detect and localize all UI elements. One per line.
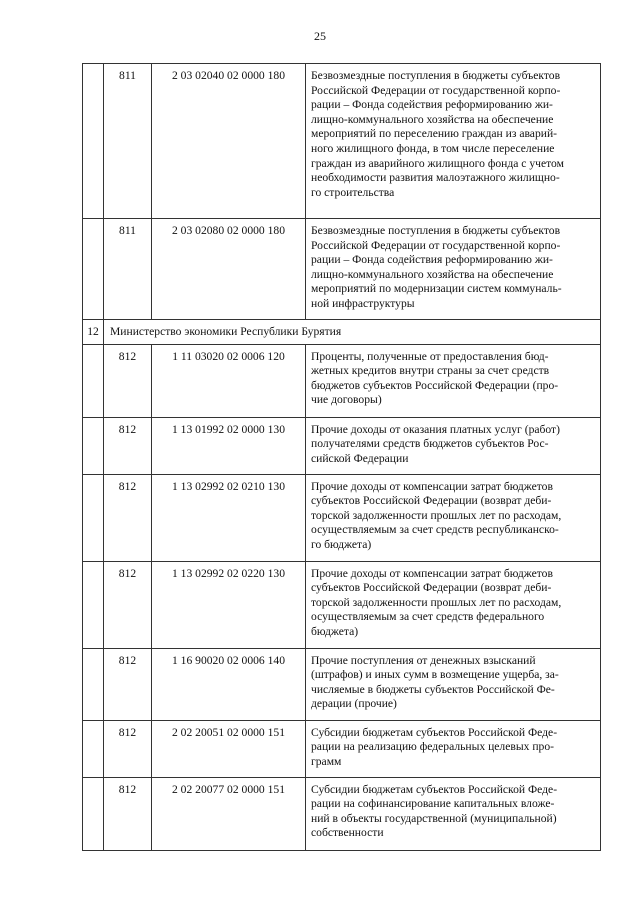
description-line: Прочие доходы от компенсации затрат бюджетов (311, 566, 553, 580)
revenue-codes-table (82, 63, 601, 851)
description-cell (306, 344, 601, 417)
admin-code-cell: 811 (104, 219, 152, 320)
budget-code-cell: 1 13 02992 02 0210 130 (152, 474, 306, 561)
ministry-number: 12 (83, 320, 104, 345)
description-line: бюджетов субъектов Российской Федерации (про- (311, 378, 559, 392)
description-cell (306, 561, 601, 648)
row-number-cell (83, 777, 104, 850)
description-line: Безвозмездные поступления в бюджеты субъектов (311, 69, 561, 82)
description-line: рации на софинансирование капитальных вложе- (311, 797, 555, 811)
description-line: жетных кредитов внутри страны за счет средств (311, 364, 550, 378)
description-line: собственности (311, 826, 384, 840)
description-line: субъектов Российской Федерации (возврат деби- (311, 494, 552, 508)
description-cell (306, 64, 601, 219)
budget-code-cell: 2 03 02080 02 0000 180 (152, 219, 306, 320)
table-row (83, 561, 601, 648)
admin-code-cell: 812 (104, 344, 152, 417)
row-number-cell (83, 417, 104, 474)
table-row (83, 474, 601, 561)
admin-code-cell: 812 (104, 720, 152, 777)
description-line: го бюджета) (311, 537, 372, 551)
description-line: субъектов Российской Федерации (возврат деби- (311, 581, 552, 595)
budget-code-cell: 1 13 02992 02 0220 130 (152, 561, 306, 648)
description-line: Проценты, полученные от предоставления бюд- (311, 349, 549, 363)
description-line: осуществляемым за счет средств республиканско- (311, 523, 559, 537)
description-cell (306, 648, 601, 720)
budget-code-cell: 1 13 01992 02 0000 130 (152, 417, 306, 474)
description-line: ной инфраструктуры (311, 296, 415, 310)
admin-code-cell: 812 (104, 417, 152, 474)
description-line: бюджета) (311, 624, 359, 638)
description-line: Прочие доходы от оказания платных услуг (работ) (311, 422, 560, 436)
description-line: граждан из аварийного жилищного фонда с учетом (311, 156, 564, 170)
description-line: сийской Федерации (311, 451, 409, 465)
description-line: Прочие поступления от денежных взысканий (311, 653, 536, 667)
description-line: го строительства (311, 185, 395, 199)
description-line: мероприятий по переселению граждан из аварий- (311, 127, 558, 141)
admin-code-cell: 812 (104, 777, 152, 850)
admin-code-cell: 812 (104, 474, 152, 561)
row-number-cell (83, 648, 104, 720)
budget-code-cell: 1 11 03020 02 0006 120 (152, 344, 306, 417)
description-cell (306, 777, 601, 850)
description-line: Российской Федерации от государственной корпо- (311, 238, 561, 252)
description-line: чие договоры) (311, 393, 382, 407)
description-cell (306, 219, 601, 320)
description-line: Субсидии бюджетам субъектов Российской Феде- (311, 782, 558, 796)
description-line: Российской Федерации от государственной корпо- (311, 83, 561, 97)
admin-code-cell: 812 (104, 561, 152, 648)
table-row (83, 417, 601, 474)
table-row (83, 648, 601, 720)
description-cell (306, 417, 601, 474)
admin-code-cell: 811 (104, 64, 152, 219)
budget-code-cell: 2 02 20077 02 0000 151 (152, 777, 306, 850)
budget-code-cell: 2 02 20051 02 0000 151 (152, 720, 306, 777)
row-number-cell (83, 474, 104, 561)
row-number-cell (83, 219, 104, 320)
row-number-cell (83, 720, 104, 777)
description-line: рации – Фонда содействия реформированию жи- (311, 253, 553, 267)
description-cell (306, 720, 601, 777)
row-number-cell (83, 561, 104, 648)
budget-code-cell: 2 03 02040 02 0000 180 (152, 64, 306, 219)
description-line: мероприятий по модернизации систем коммуналь- (311, 282, 562, 296)
table-row (83, 64, 601, 219)
description-line: числяемые в бюджеты субъектов Российской Фе- (311, 682, 555, 696)
description-line: торской задолженности прошлых лет по расходам, (311, 508, 562, 522)
row-number-cell (83, 64, 104, 219)
description-line: лищно-коммунального хозяйства на обеспечение (311, 112, 554, 126)
description-line: ний в объекты государственной (муниципальной) (311, 811, 557, 825)
description-line: ного жилищного фонда, в том числе переселение (311, 141, 555, 155)
admin-code-cell: 812 (104, 648, 152, 720)
description-line: Прочие доходы от компенсации затрат бюджетов (311, 479, 553, 493)
description-line: Безвозмездные поступления в бюджеты субъектов (311, 224, 561, 237)
description-line: (штрафов) и иных сумм в возмещение ущерба, за- (311, 668, 559, 682)
description-line: дерации (прочие) (311, 697, 397, 711)
description-line: получателями средств бюджетов субъектов Рос- (311, 437, 549, 451)
description-line: необходимости развития малоэтажного жилищно- (311, 171, 560, 185)
description-line: торской задолженности прошлых лет по расходам, (311, 595, 562, 609)
description-line: Субсидии бюджетам субъектов Российской Феде- (311, 725, 558, 739)
table-row (83, 777, 601, 850)
budget-code-cell: 1 16 90020 02 0006 140 (152, 648, 306, 720)
table-body (83, 64, 601, 851)
ministry-row (83, 320, 601, 345)
page-number: 25 (314, 29, 326, 43)
description-line: грамм (311, 754, 342, 768)
ministry-name: Министерство экономики Республики Бурятия (104, 320, 601, 345)
description-line: рации на реализацию федеральных целевых про- (311, 740, 554, 754)
description-line: осуществляемым за счет средств федерального (311, 610, 545, 624)
description-line: лищно-коммунального хозяйства на обеспечение (311, 267, 554, 281)
table-row (83, 219, 601, 320)
table-row (83, 720, 601, 777)
description-cell (306, 474, 601, 561)
description-line: рации – Фонда содействия реформированию жи- (311, 98, 553, 112)
row-number-cell (83, 344, 104, 417)
table-row (83, 344, 601, 417)
